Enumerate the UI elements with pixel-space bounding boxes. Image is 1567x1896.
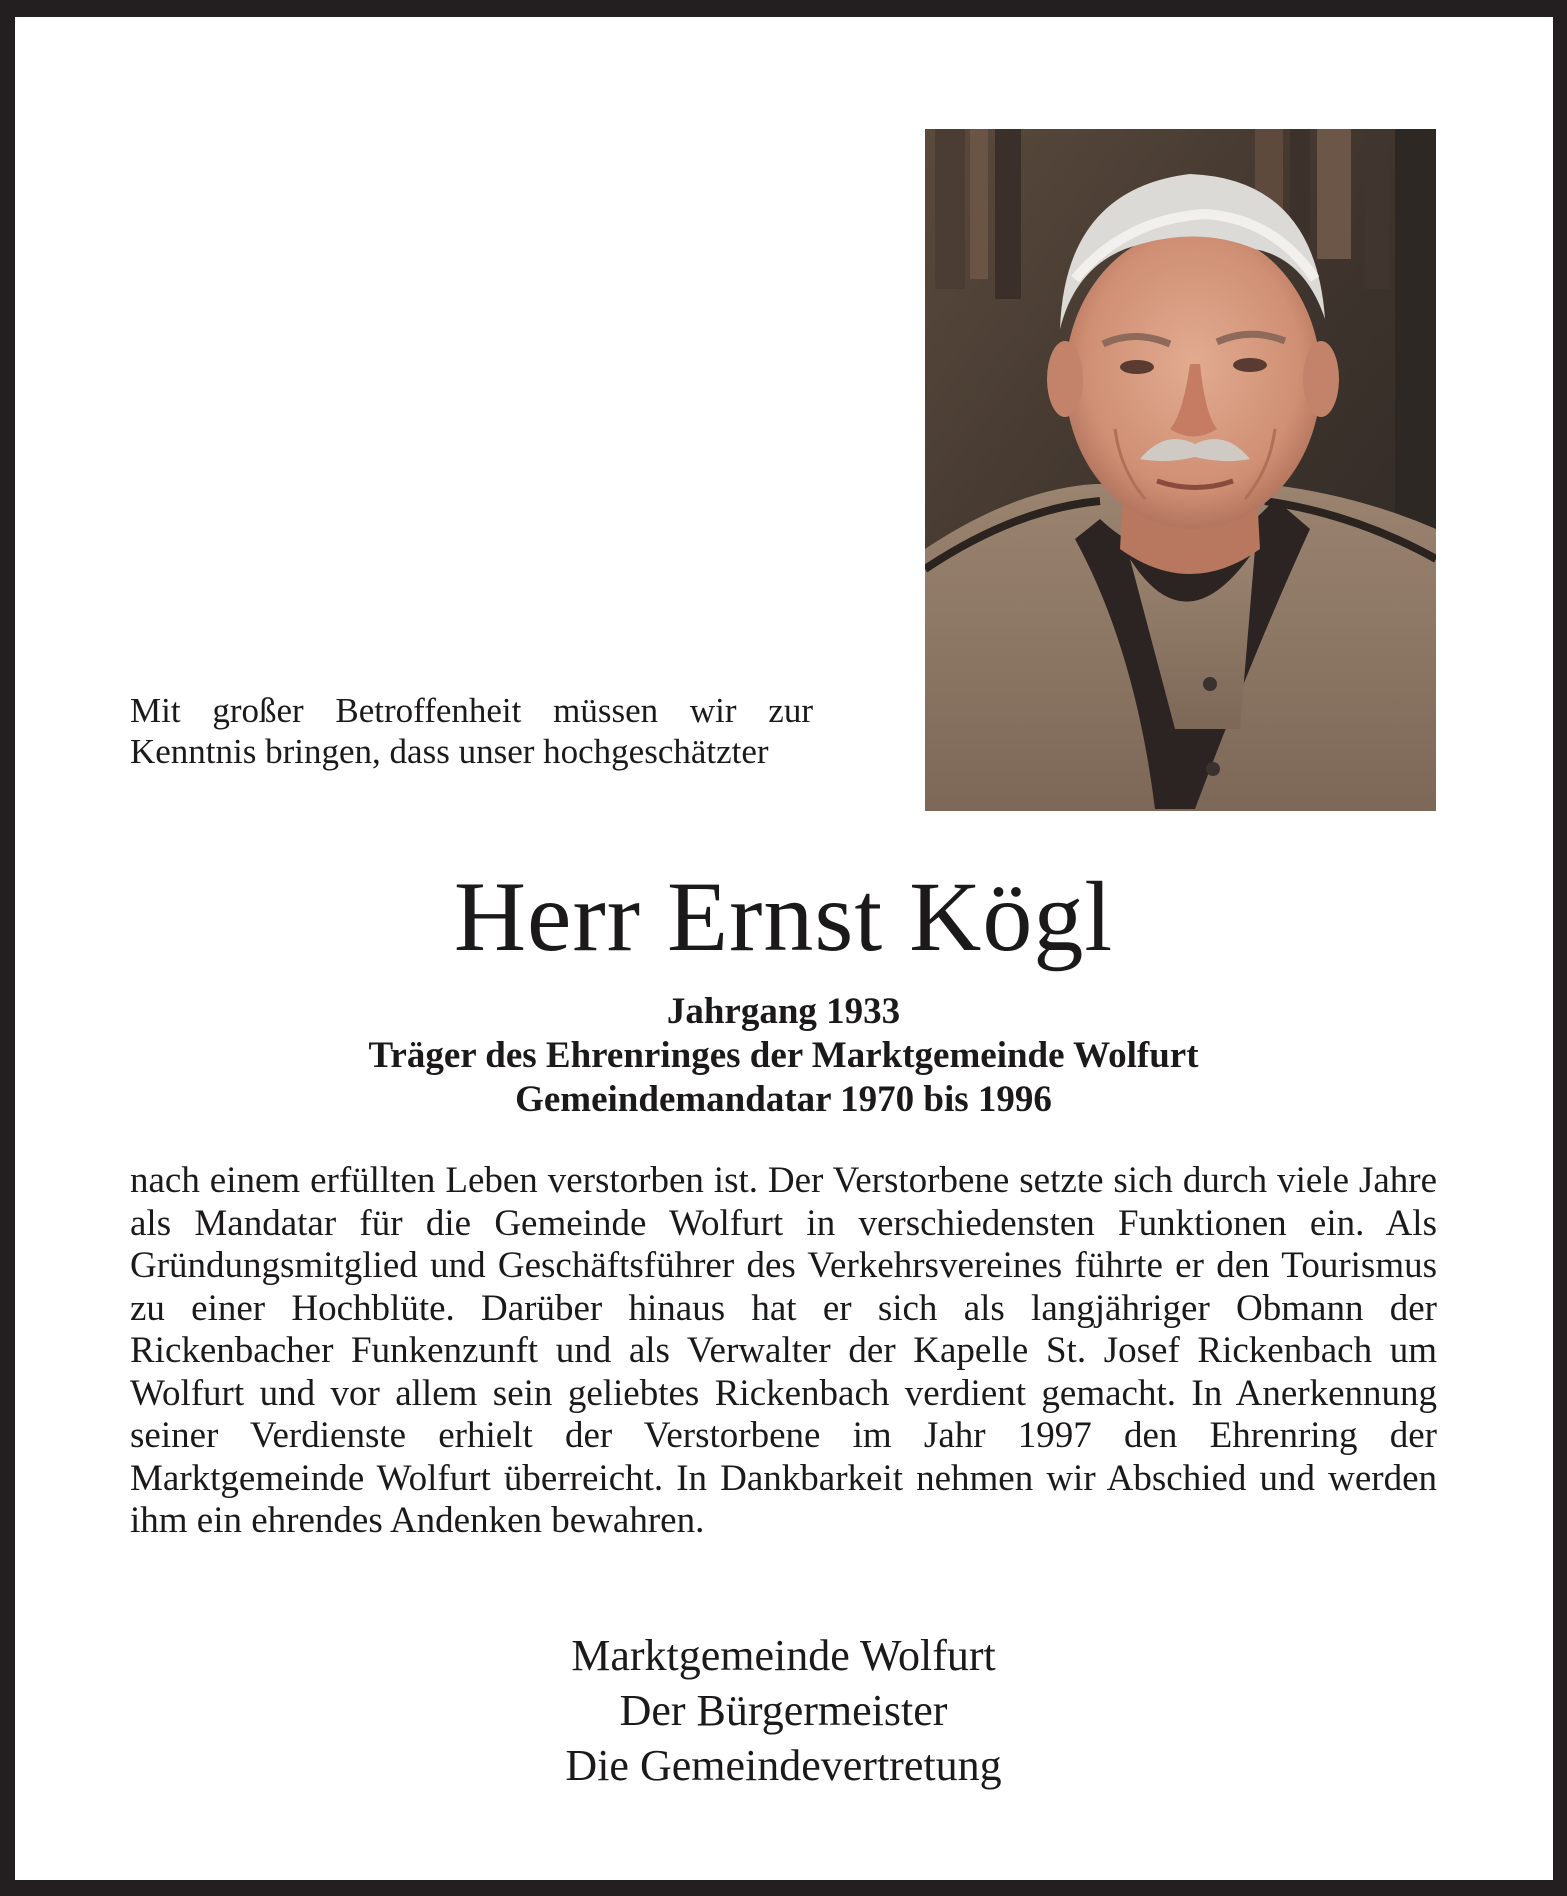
subtitle-block (0, 990, 1567, 1122)
deceased-name: Herr Ernst Kögl (453, 861, 1114, 972)
intro-paragraph: Mit großer Betroffenheit müssen wir zur Kenntnis bringen, dass unser hochgeschätzter (130, 691, 813, 771)
signatory-municipality: Marktgemeinde Wolfurt (571, 1631, 996, 1680)
subtitle-birth-year: Jahrgang 1933 (666, 991, 901, 1032)
portrait-illustration (925, 129, 1436, 811)
signatory-council: Die Gemeindevertretung (565, 1741, 1002, 1790)
subtitle-mandate: Gemeindemandatar 1970 bis 1996 (515, 1079, 1052, 1120)
subtitle-honor-ring: Träger des Ehrenringes der Marktgemeinde Wolfurt (368, 1035, 1199, 1076)
obituary-body: nach einem erfüllten Leben verstorben ist. Der Verstorbene setzte sich durch viele Jahre als Mandatar für die Gemeinde Wolfurt in verschiedensten Funktionen ein. Als Gründungsmitglied und Geschäftsführer des Verkehrsvereines führte er den Tourismus zu einer Hochblüte. Darüber hinaus hat er sich als langjähriger Obmann der Rickenbacher Funkenzunft und als Verwalter der Kapelle St. Josef Rickenbach um Wolfurt und vor allem sein geliebtes Rickenbach verdient gemacht. In Anerkennung seiner Verdienste erhielt der Verstorbene im Jahr 1997 den Ehrenring der Marktgemeinde Wolfurt überreicht. In Dankbarkeit nehmen wir Abschied und werden ihm ein ehrendes Andenken bewahren. (130, 1160, 1437, 1541)
signatories-block (0, 1628, 1567, 1793)
signatory-mayor: Der Bürgermeister (619, 1686, 948, 1735)
portrait-photo (925, 129, 1436, 811)
